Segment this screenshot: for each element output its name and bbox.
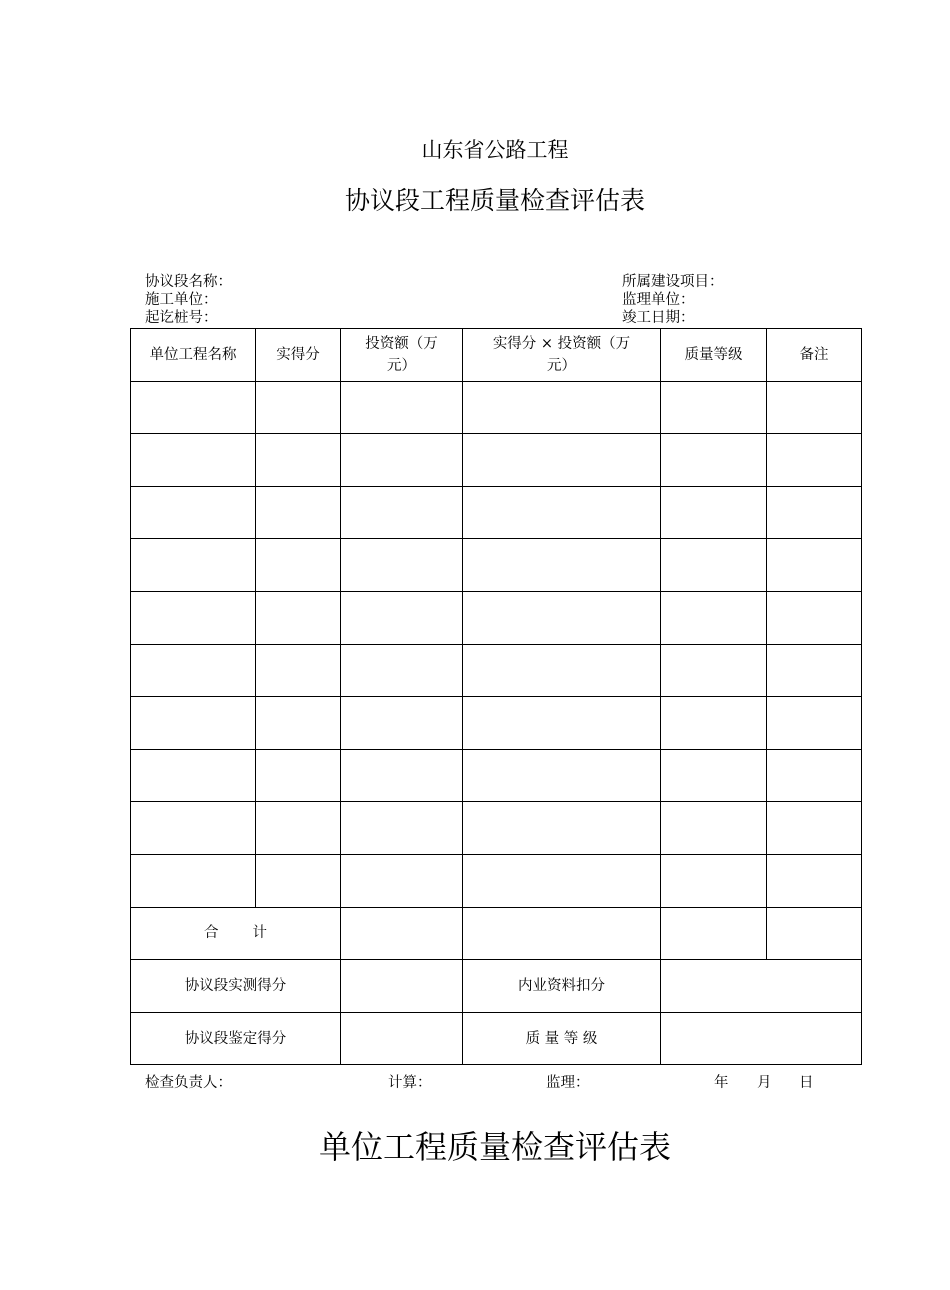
product-cell[interactable] — [463, 644, 661, 697]
table-row — [131, 802, 862, 855]
investment-cell[interactable] — [341, 749, 463, 802]
total-product-cell[interactable] — [463, 907, 661, 960]
unit-name-cell[interactable] — [131, 644, 256, 697]
table-row — [131, 434, 862, 487]
contractor-label: 施工单位： — [145, 292, 218, 308]
assessed-score-label: 协议段鉴定得分 — [131, 1012, 341, 1065]
form-title: 协议段工程质量检查评估表 — [344, 186, 645, 215]
table-row — [131, 697, 862, 750]
investment-cell[interactable] — [341, 697, 463, 750]
table-header-row — [131, 329, 862, 382]
product-cell[interactable] — [463, 591, 661, 644]
day-label: 日 — [799, 1075, 814, 1091]
grade-cell[interactable] — [661, 539, 767, 592]
supervision-unit-label: 监理单位： — [622, 292, 695, 308]
investment-cell[interactable] — [341, 644, 463, 697]
measured-score-row — [131, 960, 862, 1013]
remarks-cell[interactable] — [767, 539, 862, 592]
header-remarks: 备注 — [767, 329, 862, 382]
total-label — [131, 907, 341, 960]
product-cell[interactable] — [463, 749, 661, 802]
grade-cell[interactable] — [661, 591, 767, 644]
score-cell[interactable] — [256, 591, 341, 644]
unit-name-cell[interactable] — [131, 434, 256, 487]
project-label: 所属建设项目： — [622, 274, 724, 290]
score-cell[interactable] — [256, 802, 341, 855]
unit-name-cell[interactable] — [131, 802, 256, 855]
investment-cell[interactable] — [341, 591, 463, 644]
header-investment-line1: 投资额（万 — [365, 335, 438, 352]
table-row — [131, 486, 862, 539]
remarks-cell[interactable] — [767, 591, 862, 644]
remarks-cell[interactable] — [767, 644, 862, 697]
investment-cell[interactable] — [341, 486, 463, 539]
grade-cell[interactable] — [661, 854, 767, 907]
investment-cell[interactable] — [341, 802, 463, 855]
assessed-score-value[interactable] — [341, 1012, 463, 1065]
unit-name-cell[interactable] — [131, 486, 256, 539]
grade-cell[interactable] — [661, 749, 767, 802]
table-row — [131, 539, 862, 592]
inspector-label: 检查负责人： — [145, 1075, 232, 1091]
score-cell[interactable] — [256, 539, 341, 592]
completion-date-label: 竣工日期： — [622, 310, 695, 326]
next-form-title: 单位工程质量检查评估表 — [318, 1128, 671, 1166]
grade-cell[interactable] — [661, 486, 767, 539]
unit-name-cell[interactable] — [131, 697, 256, 750]
internal-deduction-value[interactable] — [661, 960, 862, 1013]
unit-name-cell[interactable] — [131, 749, 256, 802]
score-cell[interactable] — [256, 381, 341, 434]
score-cell[interactable] — [256, 697, 341, 750]
quality-grade-label: 质 量 等 级 — [463, 1012, 661, 1065]
calculator-label: 计算： — [388, 1075, 432, 1091]
investment-cell[interactable] — [341, 381, 463, 434]
total-label-2: 计 — [252, 925, 267, 942]
header-unit-name: 单位工程名称 — [131, 329, 256, 382]
product-cell[interactable] — [463, 486, 661, 539]
measured-score-value[interactable] — [341, 960, 463, 1013]
year-label: 年 — [714, 1075, 729, 1091]
remarks-cell[interactable] — [767, 434, 862, 487]
evaluation-table — [130, 328, 862, 1065]
score-cell[interactable] — [256, 854, 341, 907]
score-cell[interactable] — [256, 434, 341, 487]
product-cell[interactable] — [463, 697, 661, 750]
total-remarks-cell[interactable] — [767, 907, 862, 960]
header-product-line1: 实得分 × 投资额（万 — [492, 335, 631, 352]
table-row — [131, 591, 862, 644]
grade-cell[interactable] — [661, 381, 767, 434]
score-cell[interactable] — [256, 644, 341, 697]
unit-name-cell[interactable] — [131, 854, 256, 907]
header-score-times-investment — [463, 329, 661, 382]
header-quality-grade: 质量等级 — [661, 329, 767, 382]
grade-cell[interactable] — [661, 697, 767, 750]
assessed-score-row — [131, 1012, 862, 1065]
table-row — [131, 749, 862, 802]
month-label: 月 — [757, 1075, 772, 1091]
score-cell[interactable] — [256, 486, 341, 539]
product-cell[interactable] — [463, 539, 661, 592]
grade-cell[interactable] — [661, 802, 767, 855]
header-investment-line2: 元） — [387, 357, 416, 374]
station-range-label: 起讫桩号： — [145, 310, 218, 326]
remarks-cell[interactable] — [767, 697, 862, 750]
header-score: 实得分 — [256, 329, 341, 382]
unit-name-cell[interactable] — [131, 591, 256, 644]
remarks-cell[interactable] — [767, 381, 862, 434]
investment-cell[interactable] — [341, 539, 463, 592]
meta-left-block — [145, 273, 232, 327]
supervisor-label: 监理： — [546, 1075, 590, 1091]
total-row — [131, 907, 862, 960]
investment-cell[interactable] — [341, 434, 463, 487]
grade-cell[interactable] — [661, 644, 767, 697]
meta-right-block — [622, 273, 724, 327]
product-cell[interactable] — [463, 802, 661, 855]
grade-cell[interactable] — [661, 434, 767, 487]
total-investment-cell[interactable] — [341, 907, 463, 960]
score-cell[interactable] — [256, 749, 341, 802]
total-grade-cell[interactable] — [661, 907, 767, 960]
investment-cell[interactable] — [341, 854, 463, 907]
table-row — [131, 644, 862, 697]
internal-deduction-label: 内业资料扣分 — [463, 960, 661, 1013]
remarks-cell[interactable] — [767, 802, 862, 855]
product-cell[interactable] — [463, 854, 661, 907]
measured-score-label: 协议段实测得分 — [131, 960, 341, 1013]
unit-name-cell[interactable] — [131, 381, 256, 434]
product-cell[interactable] — [463, 381, 661, 434]
header-product-line2: 元） — [547, 357, 576, 374]
unit-name-cell[interactable] — [131, 539, 256, 592]
total-label-1: 合 — [204, 925, 219, 942]
organization-title: 山东省公路工程 — [421, 138, 569, 162]
header-investment — [341, 329, 463, 382]
segment-name-label: 协议段名称： — [145, 274, 232, 290]
remarks-cell[interactable] — [767, 749, 862, 802]
remarks-cell[interactable] — [767, 486, 862, 539]
product-cell[interactable] — [463, 434, 661, 487]
table-row — [131, 381, 862, 434]
table-row — [131, 854, 862, 907]
remarks-cell[interactable] — [767, 854, 862, 907]
quality-grade-value[interactable] — [661, 1012, 862, 1065]
